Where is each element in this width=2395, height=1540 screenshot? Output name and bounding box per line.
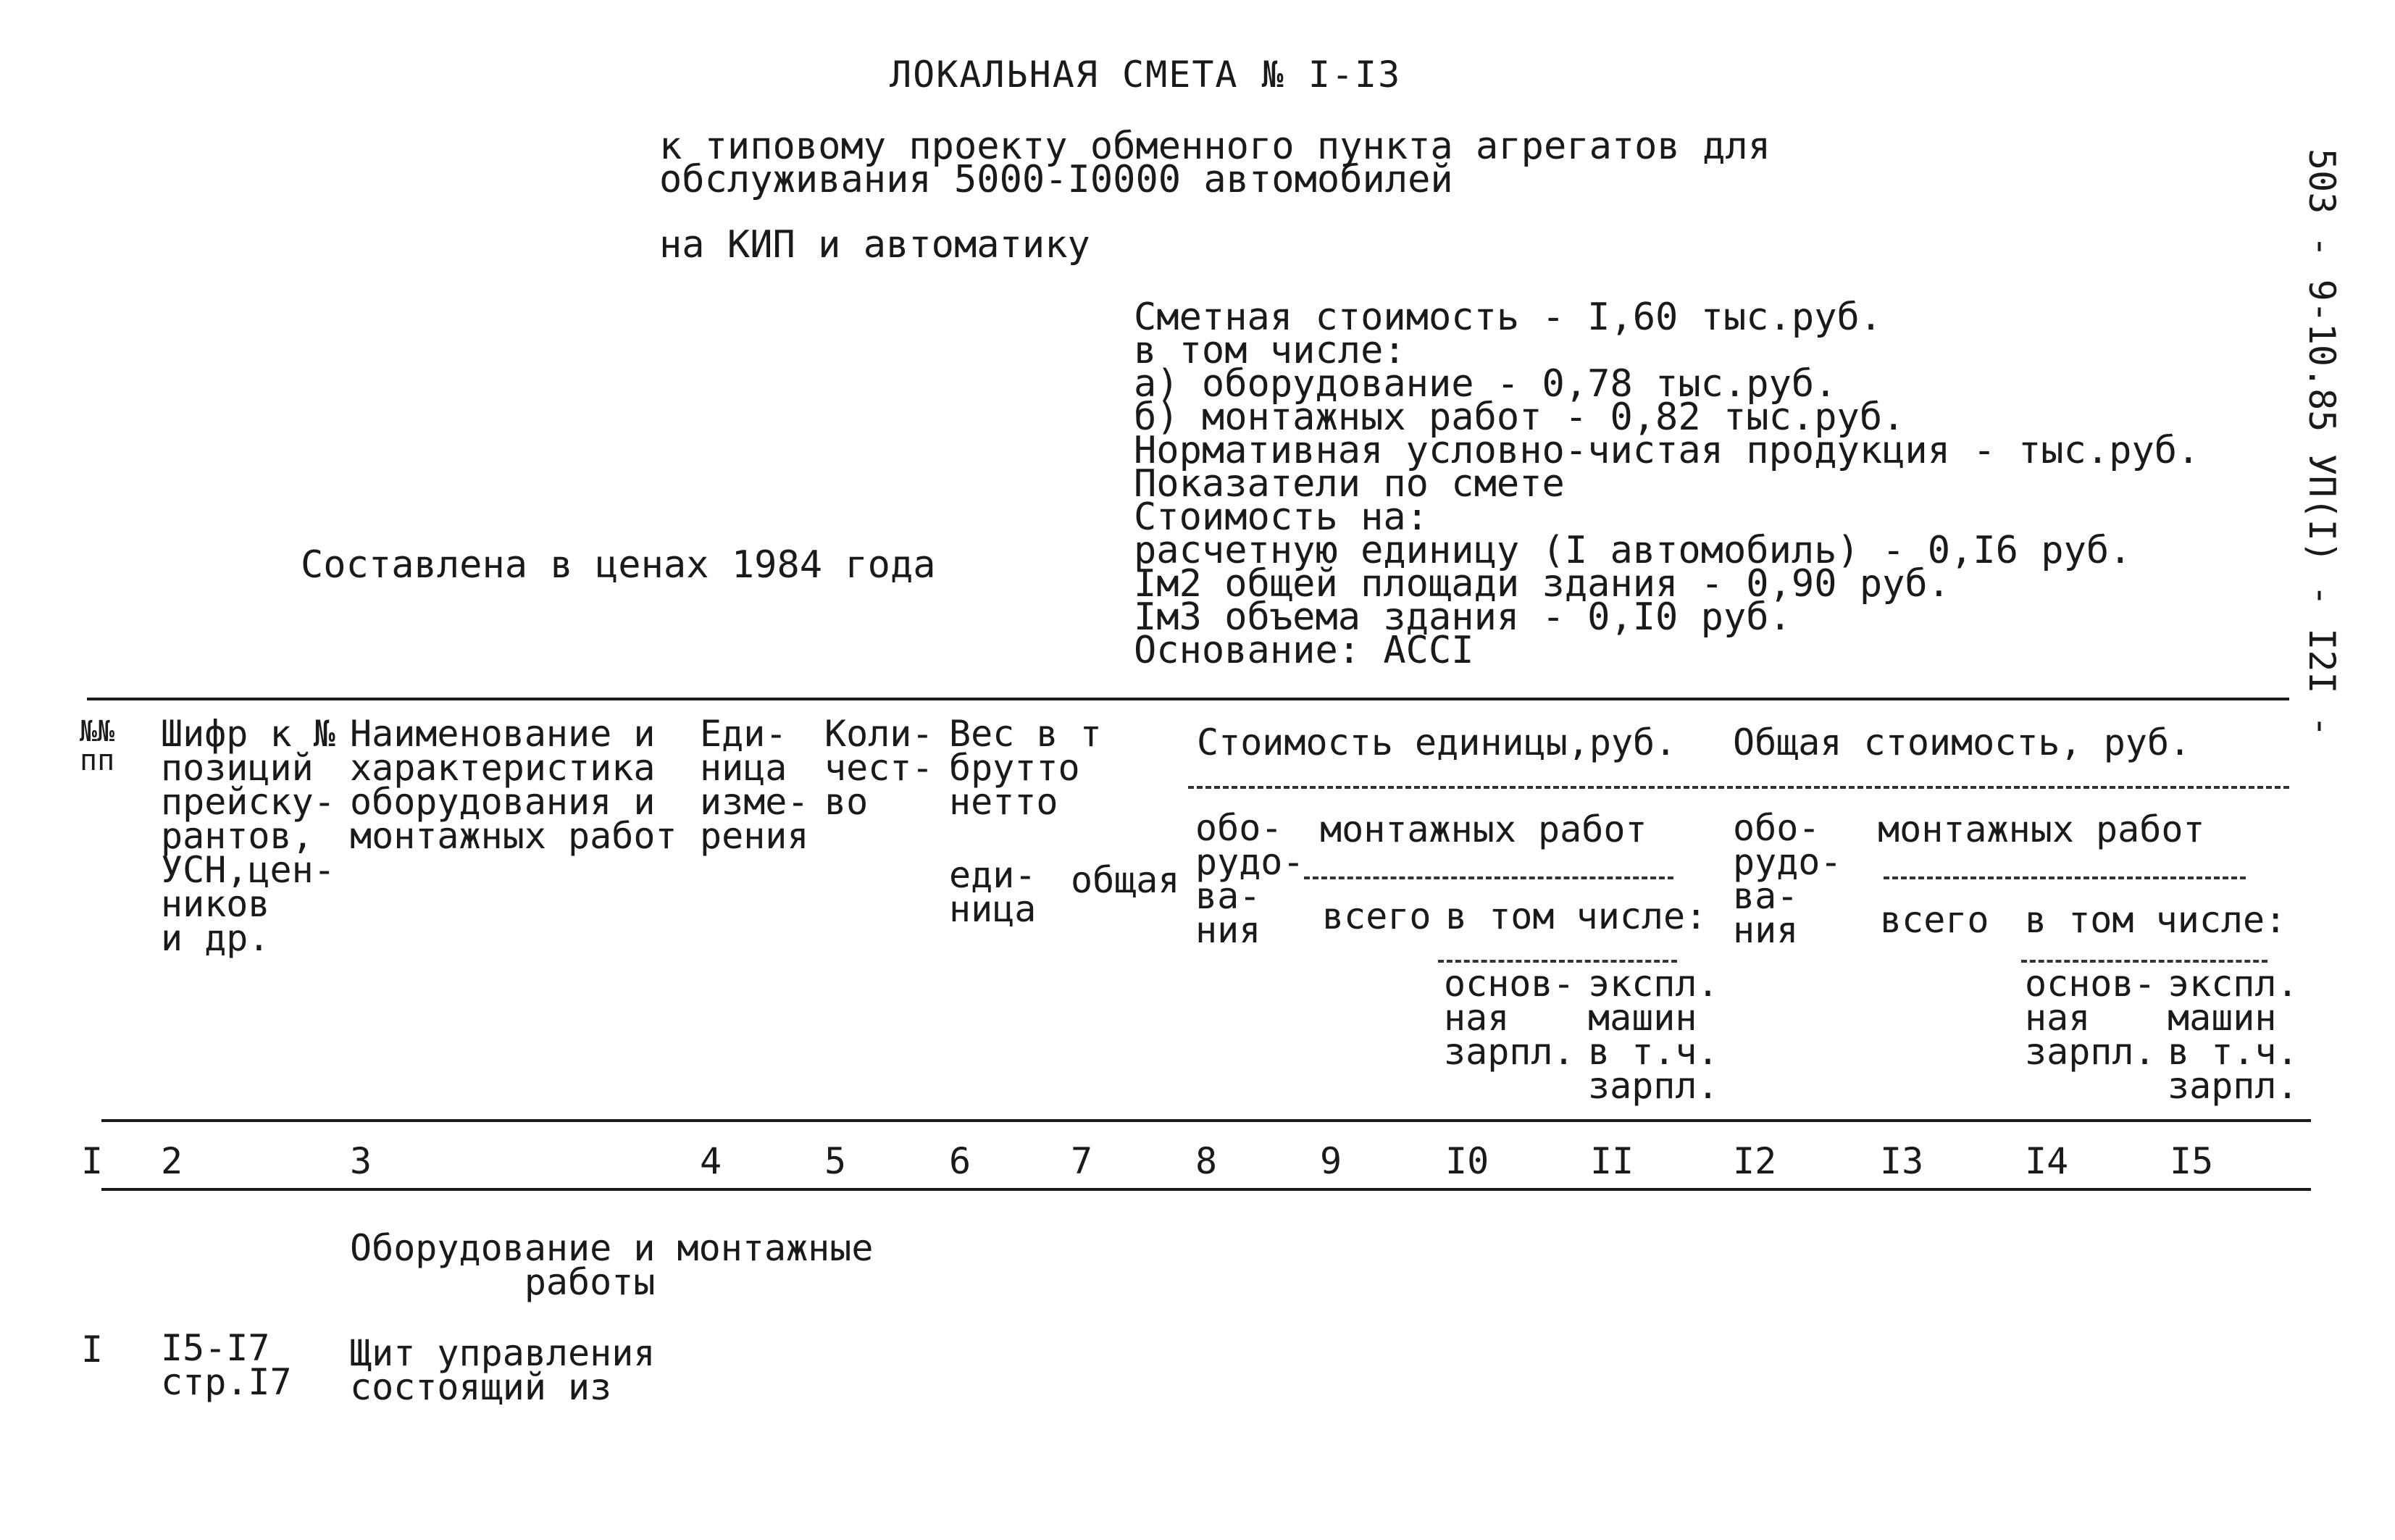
header-total-machines: экспл. машин в т.ч. зарпл. bbox=[2168, 963, 2299, 1107]
summary-line: Основание: АССI bbox=[1134, 629, 1474, 672]
install-subgroup-rule-2 bbox=[1884, 876, 2246, 879]
column-numbers-rule bbox=[101, 1188, 2311, 1191]
side-document-code: 503 - 9-10.85 УП(I) - I2I - bbox=[2301, 148, 2343, 737]
column-number: 3 bbox=[350, 1140, 372, 1182]
header-unit-base-salary: основ- ная зарпл. bbox=[1444, 963, 1575, 1073]
summary-line: в том числе: bbox=[1134, 329, 1406, 372]
column-number: I0 bbox=[1445, 1140, 1489, 1182]
summary-line: а) оборудование - 0,78 тыс.руб. bbox=[1134, 362, 1837, 406]
header-total-equipment: обо- рудо- ва- ния bbox=[1733, 807, 1842, 951]
unit-cost-group-rule bbox=[1188, 786, 2289, 789]
summary-line: Iм2 общей площади здания - 0,90 руб. bbox=[1134, 562, 1951, 606]
column-number: 5 bbox=[824, 1140, 847, 1182]
project-subtitle-line2: обслуживания 5000-I0000 автомобилей bbox=[659, 158, 1453, 201]
project-subtitle-line1: к типовому проекту обменного пункта агрегатов для bbox=[659, 125, 1771, 168]
header-unit-incl: в том числе: bbox=[1445, 895, 1708, 937]
column-number: II bbox=[1590, 1140, 1634, 1182]
column-number: 4 bbox=[700, 1140, 722, 1182]
header-unit-machines: экспл. машин в т.ч. зарпл. bbox=[1588, 963, 1719, 1107]
summary-line: Стоимость на: bbox=[1134, 495, 1429, 539]
row-number: I bbox=[81, 1328, 104, 1370]
column-number: I bbox=[81, 1140, 104, 1182]
column-number: 2 bbox=[161, 1140, 183, 1182]
header-total-install-total: всего bbox=[1880, 899, 1989, 941]
summary-line: Сметная стоимость - I,60 тыс.руб. bbox=[1134, 296, 1883, 339]
document-title: ЛОКАЛЬНАЯ СМЕТА № I-I3 bbox=[890, 54, 1402, 96]
header-total-base-salary: основ- ная зарпл. bbox=[2025, 963, 2156, 1073]
summary-line: Нормативная условно-чистая продукция - тыс.руб. bbox=[1134, 429, 2200, 472]
header-unit-install: монтажных работ bbox=[1320, 808, 1647, 850]
column-number: I4 bbox=[2025, 1140, 2069, 1182]
header-total-incl: в том числе: bbox=[2025, 899, 2287, 941]
column-number: I2 bbox=[1733, 1140, 1777, 1182]
header-row-number: №№ пп bbox=[80, 715, 115, 777]
header-price-code: Шифр к № позиций прейску- рантов, УСН,цен- ников и др. bbox=[161, 713, 335, 959]
summary-line: Iм3 объема здания - 0,I0 руб. bbox=[1134, 595, 1792, 639]
column-number: I3 bbox=[1880, 1140, 1924, 1182]
prices-note: Составлена в ценах 1984 года bbox=[301, 543, 936, 587]
column-number: 7 bbox=[1071, 1140, 1093, 1182]
header-name: Наименование и характеристика оборудования и монтажных работ bbox=[350, 713, 677, 857]
header-bottom-rule bbox=[101, 1119, 2311, 1122]
summary-line: Показатели по смете bbox=[1134, 462, 1565, 506]
column-number: I5 bbox=[2170, 1140, 2214, 1182]
estimate-subject: на КИП и автоматику bbox=[659, 223, 1090, 267]
header-weight-total: общая bbox=[1071, 859, 1180, 901]
header-total-cost-group: Общая стоимость, руб. bbox=[1733, 721, 2191, 763]
header-unit: Еди- ница изме- рения bbox=[700, 713, 809, 857]
row-price-code: I5-I7 стр.I7 bbox=[161, 1327, 292, 1403]
column-number: 6 bbox=[949, 1140, 971, 1182]
summary-line: расчетную единицу (I автомобиль) - 0,I6 руб. bbox=[1134, 529, 2132, 572]
header-unit-install-total: всего bbox=[1322, 895, 1431, 937]
header-weight-unit: еди- ница bbox=[949, 854, 1037, 930]
header-quantity: Коли- чест- во bbox=[824, 713, 934, 823]
table-top-rule bbox=[87, 698, 2289, 700]
column-number: 8 bbox=[1195, 1140, 1218, 1182]
header-total-install: монтажных работ bbox=[1878, 808, 2205, 850]
column-number: 9 bbox=[1320, 1140, 1342, 1182]
header-unit-cost-group: Стоимость единицы,руб. bbox=[1197, 721, 1677, 763]
section-title: Оборудование и монтажные работы bbox=[350, 1227, 874, 1303]
header-unit-equipment: обо- рудо- ва- ния bbox=[1195, 807, 1305, 951]
row-item-name: Щит управления состоящий из bbox=[350, 1332, 656, 1408]
install-subgroup-rule bbox=[1304, 876, 1673, 879]
header-weight-group: Вес в т брутто нетто bbox=[949, 713, 1102, 823]
summary-line: б) монтажных работ - 0,82 тыс.руб. bbox=[1134, 396, 1905, 439]
